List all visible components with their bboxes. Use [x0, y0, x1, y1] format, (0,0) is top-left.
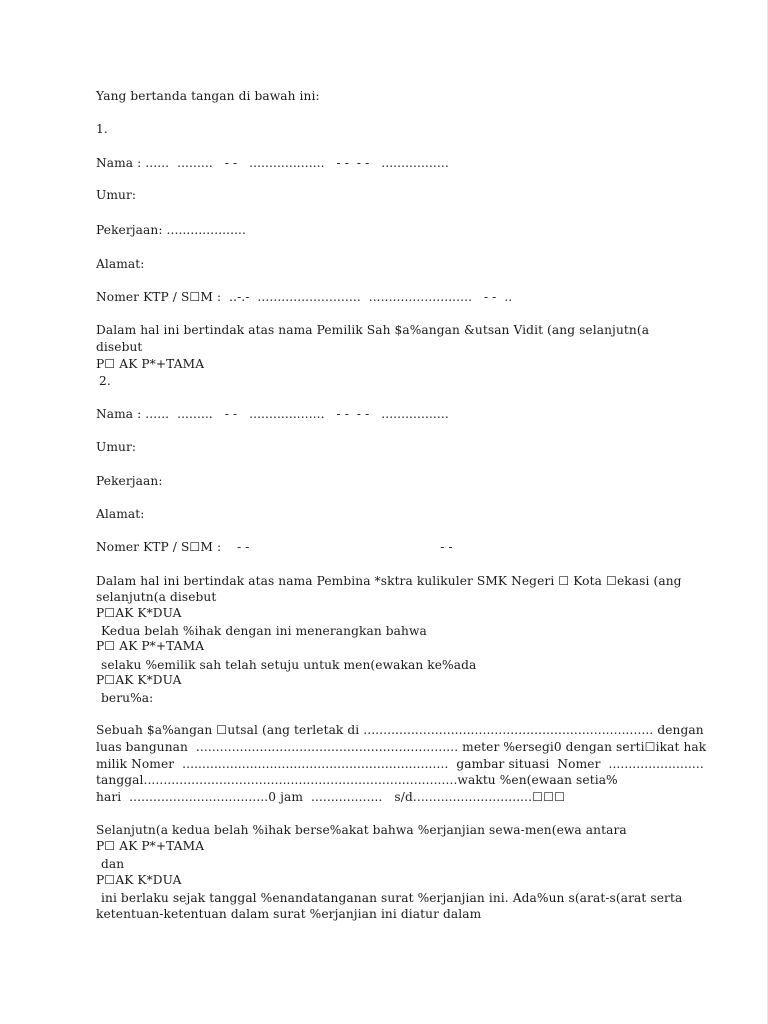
intro-text: Yang bertanda tangan di bawah ini: — [96, 89, 320, 103]
representation-text-2a: Dalam hal ini bertindak atas nama Pembina *sktra kulikuler SMK Negeri ☐ Kota ☐ekasi (ang — [96, 574, 682, 588]
selaku-text: selaku %emilik sah telah setuju untuk men(ewakan ke%ada — [101, 658, 477, 672]
dan-text: dan — [101, 857, 125, 871]
agreement-text-1: Selanjutn(a kedua belah %ihak berse%akat bahwa %erjanjian sewa-men(ewa antara — [96, 823, 627, 837]
representation-text-2b: selanjutn(a disebut — [96, 590, 217, 604]
kedua-belah-text: Kedua belah %ihak dengan ini menerangkan bahwa — [101, 624, 427, 638]
nama-field-1: Nama : ...... ......... - - ................... - - - - ................. — [96, 156, 449, 170]
object-description-4: tanggal...............................................................................waktu %en(ewaan setia% — [96, 773, 618, 787]
pihak-pertama-label-3: P☐ AK P*+TAMA — [96, 839, 205, 853]
pihak-kedua-label-2: P☐AK K*DUA — [96, 673, 182, 687]
alamat-field-2: Alamat: — [96, 507, 145, 521]
umur-field-2: Umur: — [96, 440, 137, 454]
party-number-2: 2. — [99, 374, 111, 388]
validity-text-1: ini berlaku sejak tanggal %enandatanganan surat %erjanjian ini. Ada%un s(arat-s(arat serta — [101, 891, 683, 905]
pekerjaan-field-1: Pekerjaan: .................... — [96, 223, 247, 237]
berupa-text: beru%a: — [101, 691, 154, 705]
object-description-1: Sebuah $a%angan ☐utsal (ang terletak di ......................................................................... dengan — [96, 723, 704, 737]
ktp-field-2: Nomer KTP / S☐M : - - - - — [96, 540, 453, 554]
pihak-pertama-label: P☐ AK P*+TAMA — [96, 357, 205, 371]
pihak-pertama-label-2: P☐ AK P*+TAMA — [96, 639, 205, 653]
object-description-5: hari ...................................0 jam .................. s/d..............................☐☐☐ — [96, 790, 566, 804]
object-description-2: luas bangunan .................................................................. meter %ersegi0 dengan serti☐ikat hak — [96, 740, 707, 754]
object-description-3: milik Nomer ................................................................... gambar situasi Nomer ........................ — [96, 757, 704, 771]
pihak-kedua-label: P☐AK K*DUA — [96, 606, 182, 620]
pekerjaan-field-2: Pekerjaan: — [96, 474, 163, 488]
ktp-field-1: Nomer KTP / S☐M : ..-.- .......................... .......................... - - .. — [96, 290, 517, 304]
alamat-field-1: Alamat: — [96, 257, 145, 271]
party-number-1: 1. — [96, 122, 108, 136]
pihak-kedua-label-3: P☐AK K*DUA — [96, 873, 182, 887]
umur-field-1: Umur: — [96, 188, 137, 202]
nama-field-2: Nama : ...... ......... - - ................... - - - - ................. — [96, 407, 449, 421]
representation-text-1a: Dalam hal ini bertindak atas nama Pemilik Sah $a%angan &utsan Vidit (ang selanjutn(a — [96, 323, 650, 337]
validity-text-2: ketentuan-ketentuan dalam surat %erjanjian ini diatur dalam — [96, 907, 482, 921]
representation-text-1b: disebut — [96, 340, 143, 354]
